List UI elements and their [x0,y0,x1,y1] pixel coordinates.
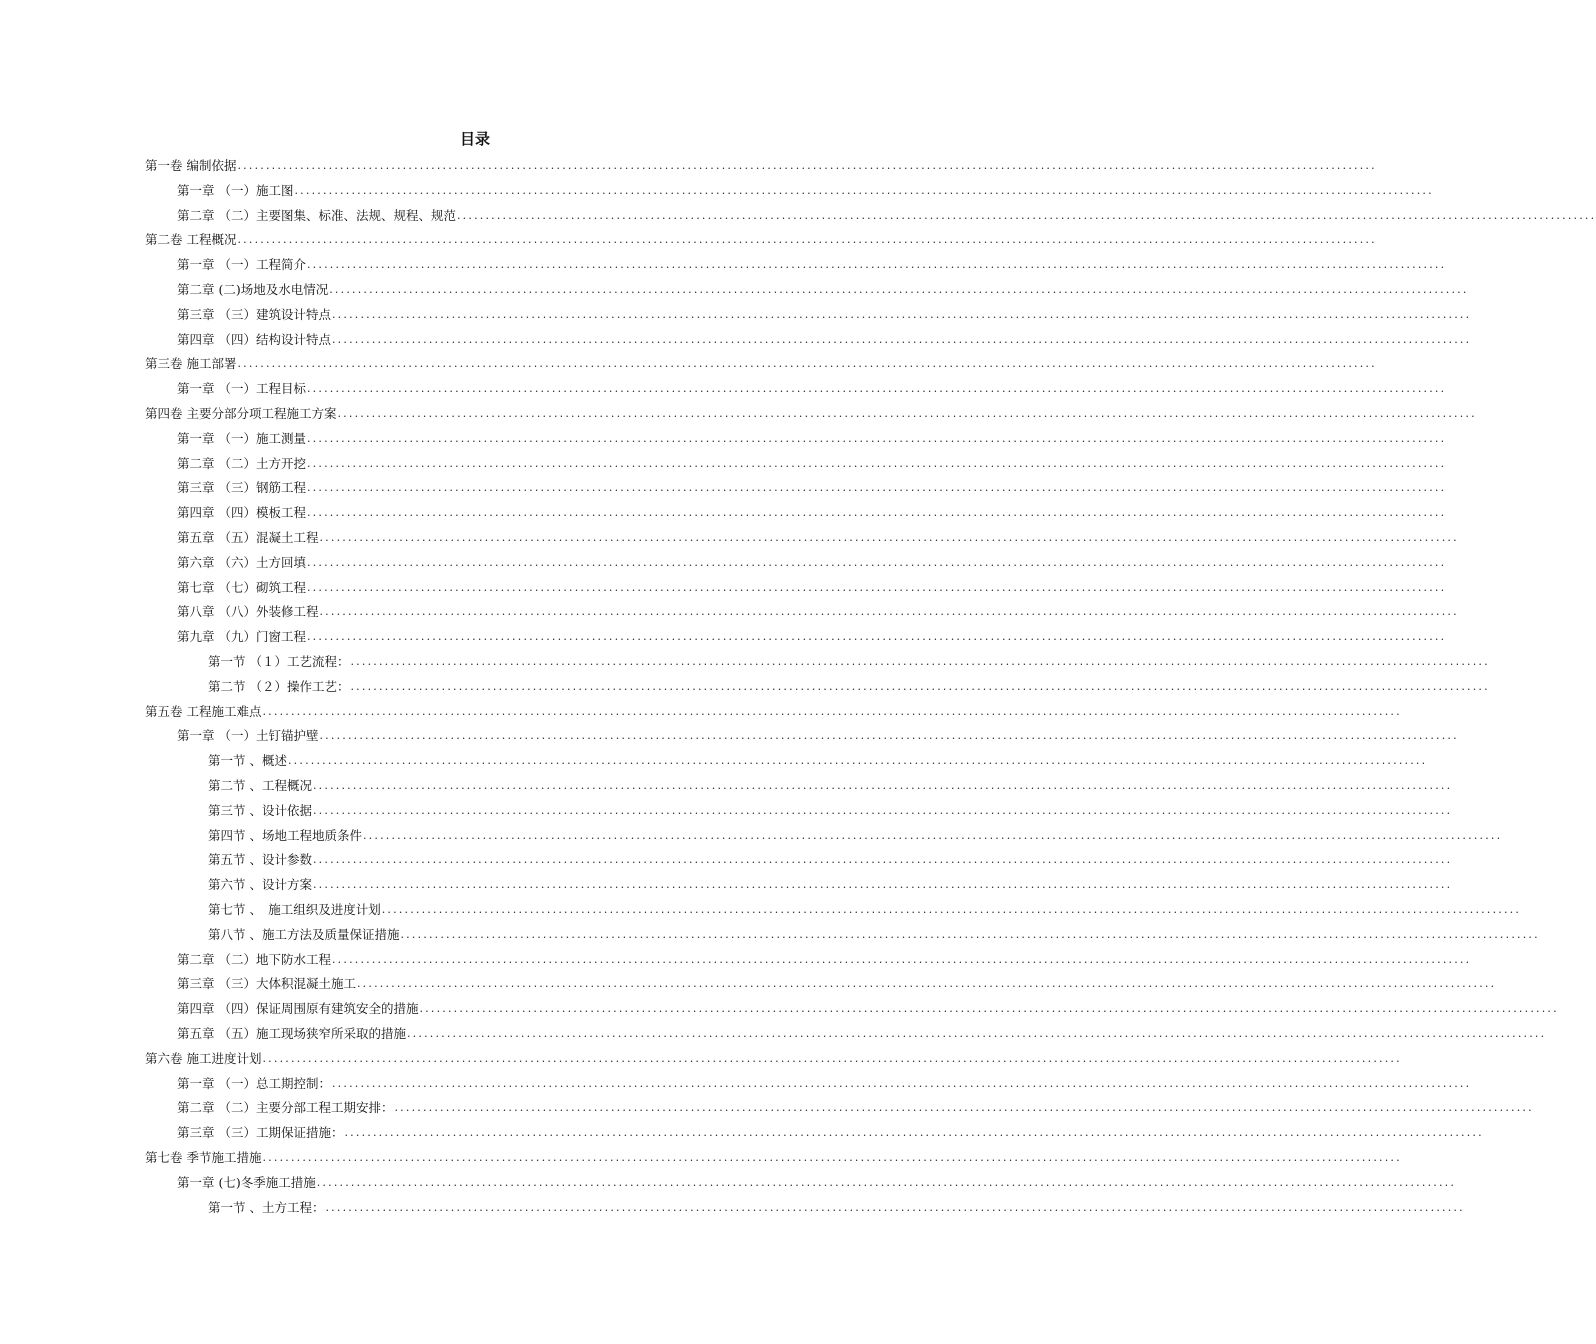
toc-entry[interactable] [177,373,1447,397]
toc-entry-text: 第二章 (二)场地及水电情况 [177,282,329,297]
toc-entry-text: 第一节 （１）工艺流程： [208,654,350,669]
toc-leader-dots: ........................................................................................................................................................................................................ [262,1151,1402,1164]
toc-leader-dots: ........................................................................................................................................................................................................ [331,307,1472,321]
toc-entry[interactable] [208,820,1503,844]
toc-entry[interactable] [177,968,1497,992]
toc-entry-text: 第五卷 工程施工难点 [145,703,262,719]
toc-leader-dots: ........................................................................................................................................................................................................ [306,382,1447,396]
toc-leader-dots: ........................................................................................................................................................................................................ [337,407,1477,420]
toc-leader-dots: ........................................................................................................................................................................................................ [400,927,1540,941]
toc-leader-dots: ........................................................................................................................................................................................................ [331,952,1472,966]
toc-leader-dots: ........................................................................................................................................................................................................ [329,283,1469,296]
toc-entry[interactable] [177,200,1596,224]
toc-entry[interactable] [177,175,1434,199]
toc-leader-dots: ........................................................................................................................................................................................................ [319,729,1459,743]
toc-leader-dots: ........................................................................................................................................................................................................ [362,828,1503,842]
toc-entry-text: 第一章 （一）土钉锚护壁 [177,728,319,744]
toc-entry-text: 第一章 （一）施工测量 [177,430,306,446]
toc-entry-text: 第三卷 施工部署 [145,356,237,372]
toc-leader-dots: ........................................................................................................................................................................................................ [306,630,1447,644]
toc-entry-text: 第三章 （三）工期保证措施： [177,1125,344,1141]
toc-entry[interactable] [177,497,1447,521]
toc-leader-dots: ........................................................................................................................................................................................................ [237,233,1377,247]
toc-entry[interactable] [177,993,1559,1017]
toc-entry[interactable] [177,448,1447,472]
toc-entry[interactable] [177,522,1459,546]
toc-entry-text: 第八章 （八）外装修工程 [177,604,319,620]
toc-entry-text: 第二章 （二）土方开挖 [177,455,306,471]
toc-entry-text: 第二章 （二）主要分部工程工期安排： [177,1100,394,1116]
toc-leader-dots: ........................................................................................................................................................................................................ [406,1027,1547,1040]
toc-entry-text: 第五章 （五）施工现场狭窄所采取的措施 [177,1026,406,1041]
toc-entry[interactable] [177,1117,1484,1141]
toc-leader-dots: ........................................................................................................................................................................................................ [287,754,1428,768]
toc-entry-text: 第六节 、设计方案 [208,877,312,893]
toc-leader-dots: ........................................................................................................................................................................................................ [312,878,1453,892]
toc-entry-text: 第二卷 工程概况 [145,232,237,248]
toc-entry[interactable] [145,1142,1402,1166]
toc-entry[interactable] [208,646,1490,670]
toc-entry[interactable] [145,224,1377,248]
toc-entry-text: 第二节 （２）操作工艺： [208,678,350,694]
toc-entry-text: 第一章 （一）工程目标 [177,381,306,397]
toc-entry[interactable] [177,1092,1534,1116]
toc-leader-dots: ........................................................................................................................................................................................................ [325,1200,1465,1214]
toc-entry-text: 第五章 （五）混凝土工程 [177,530,319,545]
toc-entry[interactable] [177,1068,1472,1092]
toc-entry-text: 第四章 （四）保证周围原有建筑安全的措施 [177,1001,419,1017]
toc-entry[interactable] [177,324,1472,348]
toc-leader-dots: ........................................................................................................................................................................................................ [350,679,1490,693]
toc-entry[interactable] [208,894,1522,918]
toc-leader-dots: ........................................................................................................................................................................................................ [306,506,1447,520]
toc-entry[interactable] [145,150,1377,174]
toc-entry-text: 第一章 （一）施工图 [177,182,294,198]
toc-leader-dots: ........................................................................................................................................................................................................ [237,357,1377,371]
toc-entry-text: 第一节 、概述 [208,753,287,769]
toc-entry[interactable] [208,1192,1465,1216]
toc-entry[interactable] [177,572,1447,596]
toc-entry[interactable] [145,398,1477,422]
toc-entry[interactable] [177,547,1447,571]
toc-entry[interactable] [208,869,1453,893]
toc-entry-text: 第四章 （四）结构设计特点 [177,331,331,347]
toc-entry-text: 第二节 、工程概况 [208,778,312,793]
toc-entry-text: 第六章 （六）土方回填 [177,554,306,570]
toc-entry[interactable] [177,249,1447,273]
toc-leader-dots: ........................................................................................................................................................................................................ [356,977,1497,991]
toc-entry[interactable] [208,844,1453,868]
toc-leader-dots: ........................................................................................................................................................................................................ [331,1076,1472,1090]
toc-entry-text: 第四卷 主要分部分项工程施工方案 [145,406,337,421]
toc-entry-text: 第三章 （三）建筑设计特点 [177,306,331,322]
toc-leader-dots: ........................................................................................................................................................................................................ [331,332,1472,346]
toc-leader-dots: ........................................................................................................................................................................................................ [306,431,1447,445]
toc-leader-dots: ........................................................................................................................................................................................................ [312,853,1453,867]
toc-leader-dots: ........................................................................................................................................................................................................ [312,779,1453,792]
toc-leader-dots: ........................................................................................................................................................................................................ [316,1175,1457,1189]
toc-entry[interactable] [177,299,1472,323]
toc-entry[interactable] [208,919,1540,943]
toc-entry[interactable] [177,720,1459,744]
toc-leader-dots: ........................................................................................................................................................................................................ [456,208,1596,222]
toc-entry[interactable] [145,696,1402,720]
toc-leader-dots: ........................................................................................................................................................................................................ [306,258,1447,272]
toc-entry[interactable] [177,1167,1457,1191]
toc-entry[interactable] [177,274,1469,298]
toc-leader-dots: ........................................................................................................................................................................................................ [312,803,1453,817]
toc-entry-text: 第六卷 施工进度计划 [145,1050,262,1066]
toc-leader-dots: ........................................................................................................................................................................................................ [294,183,1434,197]
toc-entry[interactable] [208,671,1490,695]
toc-leader-dots: ........................................................................................................................................................................................................ [350,655,1490,668]
toc-entry-text: 第二章 （二）地下防水工程 [177,951,331,967]
toc-entry[interactable] [208,745,1428,769]
toc-entry[interactable] [177,1018,1547,1042]
toc-leader-dots: ........................................................................................................................................................................................................ [306,456,1447,470]
toc-title: 目录 [459,130,490,148]
toc-entry[interactable] [177,423,1447,447]
toc-leader-dots: ........................................................................................................................................................................................................ [381,903,1522,916]
toc-entry-text: 第三章 （三）大体积混凝土施工 [177,976,356,992]
toc-entry[interactable] [208,770,1453,794]
toc-entry-text: 第四章 （四）模板工程 [177,505,306,521]
toc-entry-text: 第八节 、施工方法及质量保证措施 [208,926,400,942]
toc-entry[interactable] [145,348,1377,372]
toc-leader-dots: ........................................................................................................................................................................................................ [306,555,1447,569]
toc-entry-text: 第一章 (七)冬季施工措施 [177,1174,316,1190]
toc-entry-text: 第七卷 季节施工措施 [145,1150,262,1165]
toc-leader-dots: ........................................................................................................................................................................................................ [306,481,1447,495]
toc-entry[interactable] [177,944,1472,968]
toc-entry[interactable] [177,596,1459,620]
toc-entry[interactable] [177,472,1447,496]
toc-entry-text: 第四节 、场地工程地质条件 [208,827,362,843]
toc-leader-dots: ........................................................................................................................................................................................................ [394,1101,1534,1115]
toc-entry-text: 第一卷 编制依据 [145,158,237,173]
toc-leader-dots: ........................................................................................................................................................................................................ [262,1051,1402,1065]
toc-entry-text: 第九章 （九）门窗工程 [177,629,306,645]
toc-leader-dots: ........................................................................................................................................................................................................ [319,605,1459,619]
toc-entry-text: 第一节 、土方工程： [208,1199,325,1215]
toc-entry-text: 第一章 （一）总工期控制： [177,1075,331,1091]
toc-entry-text: 第三章 （三）钢筋工程 [177,480,306,496]
toc-leader-dots: ........................................................................................................................................................................................................ [319,531,1459,544]
toc-leader-dots: ........................................................................................................................................................................................................ [306,580,1447,594]
toc-entry-text: 第五节 、设计参数 [208,852,312,868]
toc-leader-dots: ........................................................................................................................................................................................................ [262,704,1402,718]
toc-entry[interactable] [208,795,1453,819]
toc-entry-text: 第七节 、 施工组织及进度计划 [208,902,381,917]
toc-entry-text: 第七章 （七）砌筑工程 [177,579,306,595]
toc-entry[interactable] [177,621,1447,645]
toc-leader-dots: ........................................................................................................................................................................................................ [237,159,1377,172]
toc-entry-text: 第三节 、设计依据 [208,802,312,818]
toc-leader-dots: ........................................................................................................................................................................................................ [344,1126,1484,1140]
toc-entry[interactable] [145,1043,1402,1067]
toc-leader-dots: ........................................................................................................................................................................................................ [419,1002,1559,1016]
toc-entry-text: 第二章 （二）主要图集、标准、法规、规程、规范 [177,207,456,223]
toc-entry-text: 第一章 （一）工程简介 [177,257,306,273]
